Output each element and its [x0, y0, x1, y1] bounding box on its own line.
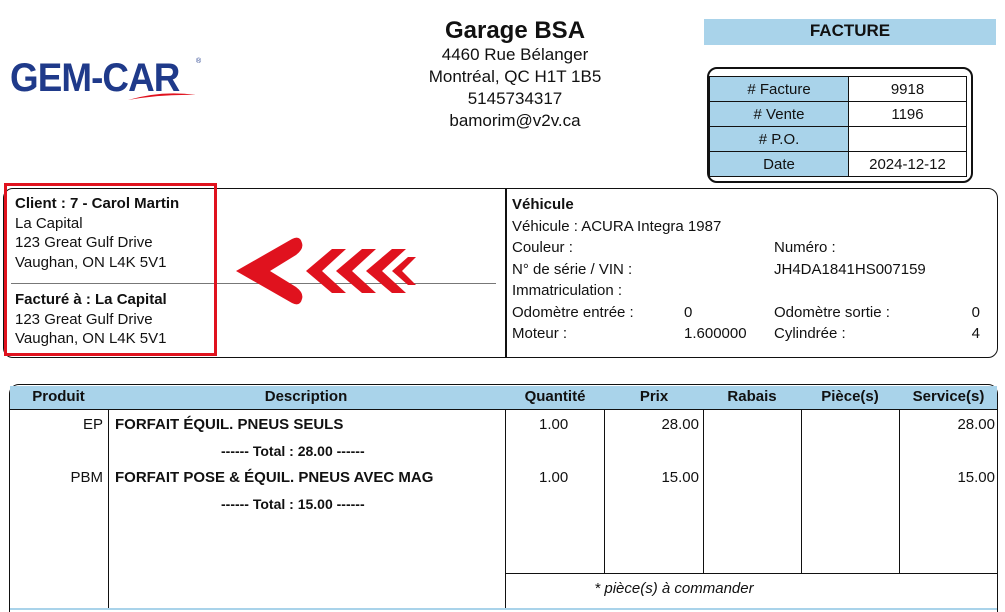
garage-info [395, 18, 635, 132]
client-line: Vaughan, ON L4K 5V1 [15, 253, 167, 271]
table-footer-band [10, 608, 997, 610]
col-quantite-header: Quantité [524, 388, 586, 405]
cylinders-label: Cylindrée : [774, 325, 846, 342]
garage-email: bamorim@v2v.ca [449, 111, 581, 130]
vehicle-block [512, 194, 996, 345]
logo-dash: - [91, 56, 103, 100]
row-quantity: 1.00 [539, 469, 569, 486]
row-price: 28.00 [661, 416, 699, 433]
date-label: Date [710, 152, 849, 177]
row-subtotal: ------ Total : 15.00 ------ [221, 496, 365, 512]
col-divider [801, 410, 802, 573]
number-label: Numéro : [774, 239, 836, 256]
col-produit-header: Produit [32, 388, 85, 405]
logo-text-gem: GEM [10, 56, 92, 100]
col-divider [703, 410, 704, 573]
row-price: 15.00 [661, 469, 699, 486]
vente-number-value: 1196 [849, 102, 967, 127]
row-product-code: PBM [70, 469, 103, 486]
col-pieces-header: Pièce(s) [821, 388, 879, 405]
vin-label: N° de série / VIN : [512, 260, 633, 278]
vehicle-model: Véhicule : ACURA Integra 1987 [512, 217, 722, 235]
row-subtotal: ------ Total : 28.00 ------ [221, 443, 365, 459]
odometer-in-label: Odomètre entrée : [512, 303, 634, 321]
odometer-out-value: 0 [971, 303, 980, 321]
logo-text-car: CAR [102, 56, 180, 100]
col-prix-header: Prix [639, 388, 669, 405]
facture-info-row [710, 152, 967, 177]
billed-to-line: Vaughan, ON L4K 5V1 [15, 330, 167, 347]
engine-value: 1.600000 [684, 325, 747, 342]
facture-number-value: 9918 [849, 77, 967, 102]
cylinders-value: 4 [971, 325, 980, 342]
odometer-in-value: 0 [684, 303, 693, 321]
row-description: FORFAIT ÉQUIL. PNEUS SEULS [115, 416, 344, 433]
client-title: Client : 7 - Carol Martin [15, 195, 180, 212]
row-description: FORFAIT POSE & ÉQUIL. PNEUS AVEC MAG [115, 469, 434, 486]
col-divider [604, 410, 605, 573]
garage-address: 4460 Rue Bélanger [441, 45, 589, 64]
odometer-out-label: Odomètre sortie : [774, 303, 890, 321]
info-divider [505, 189, 507, 357]
client-line: 123 Great Gulf Drive [15, 234, 153, 251]
row-service: 15.00 [957, 469, 995, 486]
garage-city: Montréal, QC H1T 1B5 [428, 67, 602, 86]
note-separator [505, 573, 997, 574]
client-line: La Capital [15, 214, 83, 232]
row-service: 28.00 [957, 416, 995, 433]
vin-value: JH4DA1841HS007159 [774, 260, 926, 278]
garage-phone: 5145734317 [467, 89, 563, 108]
document-title: FACTURE [704, 19, 996, 45]
logo-swoosh-icon [128, 92, 196, 102]
row-quantity: 1.00 [539, 416, 569, 433]
col-rabais-header: Rabais [727, 388, 777, 405]
facture-info-row [710, 127, 967, 152]
items-table-header [10, 386, 997, 410]
facture-info-table [709, 76, 967, 177]
vehicle-title: Véhicule [512, 196, 574, 213]
vente-number-label: # Vente [710, 102, 849, 127]
left-pointing-arrow-icon [236, 231, 416, 311]
date-value: 2024-12-12 [849, 152, 967, 177]
facture-info-row [710, 102, 967, 127]
facture-number-label: # Facture [710, 77, 849, 102]
parts-to-order-note: * pièce(s) à commander [594, 580, 754, 597]
color-label: Couleur : [512, 239, 573, 256]
row-product-code: EP [82, 416, 103, 433]
engine-label: Moteur : [512, 325, 568, 342]
po-number-value [849, 127, 967, 152]
client-highlight-box [4, 183, 217, 356]
billed-to-line: 123 Great Gulf Drive [15, 310, 153, 328]
col-description-header: Description [264, 388, 348, 405]
col-service-header: Service(s) [912, 388, 985, 405]
facture-info-row [710, 77, 967, 102]
registration-label: Immatriculation : [512, 282, 623, 299]
col-divider [108, 410, 109, 610]
logo-registered-mark: ® [196, 58, 202, 65]
po-number-label: # P.O. [710, 127, 849, 152]
col-divider [899, 410, 900, 573]
garage-name: Garage BSA [444, 17, 586, 44]
billed-to-title: Facturé à : La Capital [15, 291, 167, 308]
gem-car-logo [10, 58, 200, 102]
